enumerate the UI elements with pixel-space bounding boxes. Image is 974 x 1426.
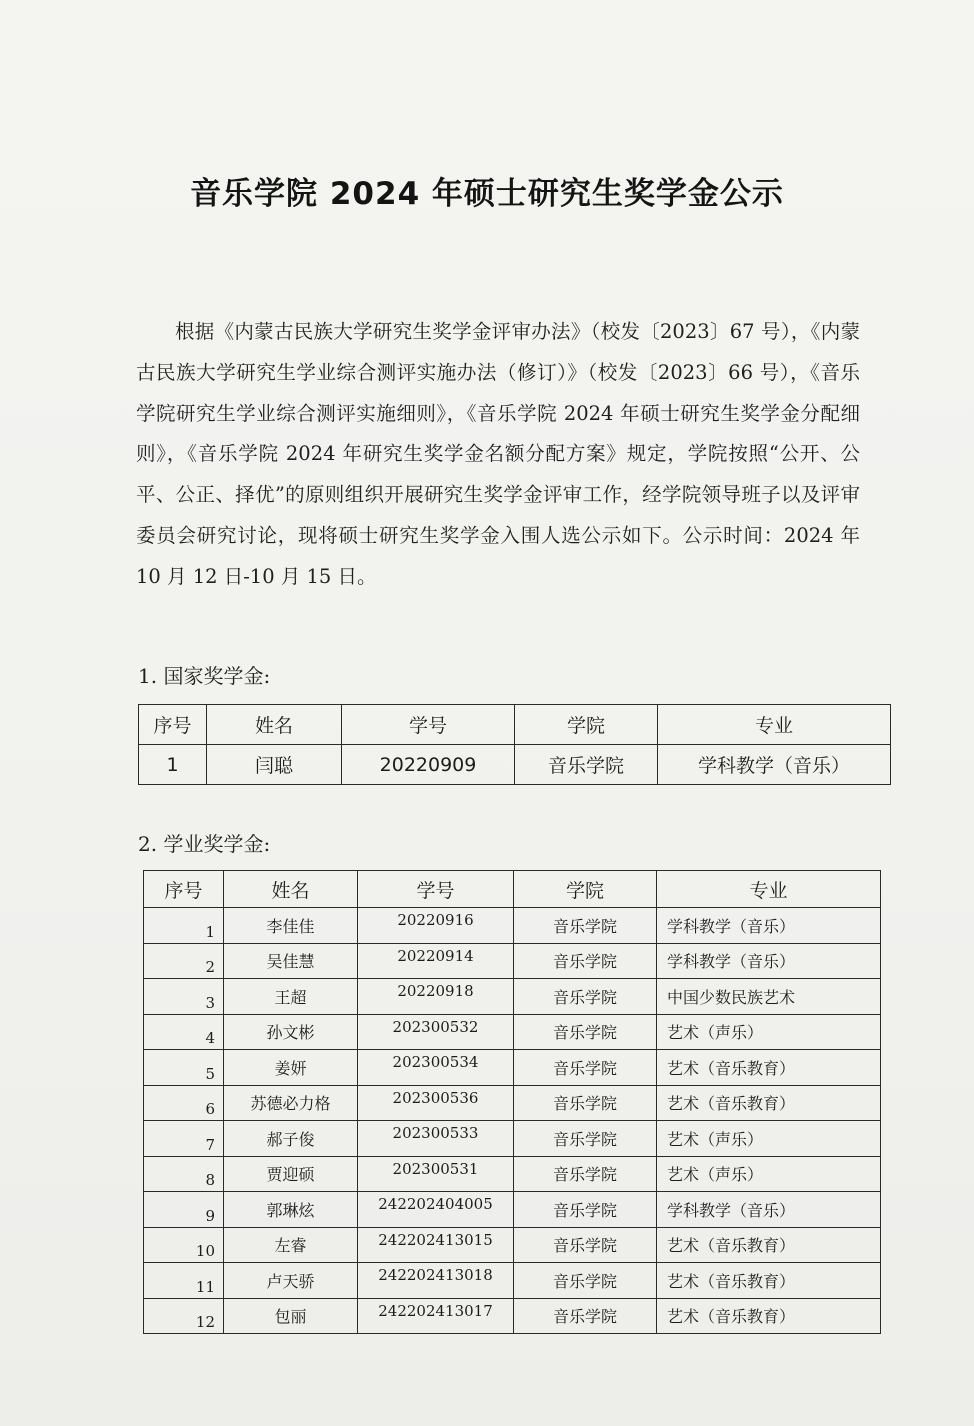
header-name: 姓名 (207, 705, 342, 745)
cell-student-id: 20220918 (358, 979, 514, 1015)
cell-college: 音乐学院 (515, 745, 658, 785)
cell-student-id: 242202413015 (358, 1227, 514, 1263)
cell-index: 11 (144, 1263, 224, 1299)
cell-index: 1 (144, 908, 224, 944)
cell-name: 吴佳慧 (224, 943, 358, 979)
cell-student-id: 242202404005 (358, 1192, 514, 1228)
cell-index: 12 (144, 1298, 224, 1334)
cell-college: 音乐学院 (514, 943, 657, 979)
cell-name: 包丽 (224, 1298, 358, 1334)
cell-major: 学科教学（音乐） (657, 908, 881, 944)
header-student-id: 学号 (342, 705, 515, 745)
cell-name: 贾迎硕 (224, 1156, 358, 1192)
cell-index: 6 (144, 1085, 224, 1121)
cell-major: 艺术（声乐） (657, 1121, 881, 1157)
cell-major: 艺术（音乐教育） (657, 1298, 881, 1334)
cell-index: 10 (144, 1227, 224, 1263)
cell-major: 艺术（声乐） (657, 1014, 881, 1050)
table-row (144, 1085, 881, 1121)
cell-index: 3 (144, 979, 224, 1015)
cell-name: 苏德必力格 (224, 1085, 358, 1121)
cell-college: 音乐学院 (514, 908, 657, 944)
cell-major: 艺术（音乐教育） (657, 1085, 881, 1121)
table-row (144, 1298, 881, 1334)
cell-major: 中国少数民族艺术 (657, 979, 881, 1015)
header-index: 序号 (139, 705, 207, 745)
cell-college: 音乐学院 (514, 1121, 657, 1157)
cell-name: 卢天骄 (224, 1263, 358, 1299)
cell-name: 孙文彬 (224, 1014, 358, 1050)
cell-index: 8 (144, 1156, 224, 1192)
cell-major: 艺术（音乐教育） (657, 1263, 881, 1299)
cell-college: 音乐学院 (514, 1192, 657, 1228)
cell-major: 学科教学（音乐） (657, 943, 881, 979)
table-row (144, 1014, 881, 1050)
cell-college: 音乐学院 (514, 1085, 657, 1121)
academic-scholarship-table (143, 870, 881, 1334)
cell-index: 4 (144, 1014, 224, 1050)
cell-major: 艺术（声乐） (657, 1156, 881, 1192)
cell-college: 音乐学院 (514, 1014, 657, 1050)
cell-name: 郭琳炫 (224, 1192, 358, 1228)
intro-paragraph: 根据《内蒙古民族大学研究生奖学金评审办法》（校发〔2023〕67 号），《内蒙古民族大学研究生学业综合测评实施办法（修订）》（校发〔2023〕66 号），《音乐学院研究生学业综合测评实施细则》，《音乐学院 2024 年硕士研究生奖学金分配细则》，《音乐学院 2024 年研究生奖学金名额分配方案》规定，学院按照“公开、公平、公正、择优”的原则组织开展研究生奖学金评审工作，经学院领导班子以及评审委员会研究讨论，现将硕士研究生奖学金入围人选公示如下。公示时间：2024 年 10 月 12 日-10 月 15 日。 (136, 320, 860, 588)
section-heading-academic-scholarship: 2. 学业奖学金: (138, 832, 271, 856)
cell-index: 9 (144, 1192, 224, 1228)
cell-college: 音乐学院 (514, 1050, 657, 1086)
cell-college: 音乐学院 (514, 1156, 657, 1192)
cell-index: 2 (144, 943, 224, 979)
table-row (144, 1121, 881, 1157)
cell-student-id: 202300534 (358, 1050, 514, 1086)
table-row (144, 1050, 881, 1086)
table-header-row (139, 705, 891, 745)
section-heading-national-scholarship: 1. 国家奖学金: (138, 664, 271, 688)
table-header-row (144, 871, 881, 908)
table-row (144, 1263, 881, 1299)
cell-major: 艺术（音乐教育） (657, 1050, 881, 1086)
cell-college: 音乐学院 (514, 1227, 657, 1263)
table-row (144, 908, 881, 944)
cell-college: 音乐学院 (514, 1263, 657, 1299)
cell-index: 7 (144, 1121, 224, 1157)
header-major: 专业 (658, 705, 891, 745)
cell-index: 1 (139, 745, 207, 785)
cell-index: 5 (144, 1050, 224, 1086)
header-index: 序号 (144, 871, 224, 908)
cell-student-id: 20220916 (358, 908, 514, 944)
table-row (144, 979, 881, 1015)
cell-student-id: 202300536 (358, 1085, 514, 1121)
national-scholarship-table (138, 704, 891, 785)
cell-name: 闫聪 (207, 745, 342, 785)
cell-student-id: 202300533 (358, 1121, 514, 1157)
header-major: 专业 (657, 871, 881, 908)
cell-name: 李佳佳 (224, 908, 358, 944)
table-row (144, 1156, 881, 1192)
cell-student-id: 20220914 (358, 943, 514, 979)
cell-student-id: 202300531 (358, 1156, 514, 1192)
cell-college: 音乐学院 (514, 979, 657, 1015)
header-college: 学院 (514, 871, 657, 908)
table-row (144, 1227, 881, 1263)
cell-student-id: 202300532 (358, 1014, 514, 1050)
header-college: 学院 (515, 705, 658, 745)
cell-student-id: 242202413017 (358, 1298, 514, 1334)
cell-major: 学科教学（音乐） (658, 745, 891, 785)
cell-name: 郝子俊 (224, 1121, 358, 1157)
cell-student-id: 20220909 (342, 745, 515, 785)
table-row (144, 943, 881, 979)
document-title: 音乐学院 2024 年硕士研究生奖学金公示 (190, 176, 784, 212)
cell-name: 姜妍 (224, 1050, 358, 1086)
cell-name: 左睿 (224, 1227, 358, 1263)
header-name: 姓名 (224, 871, 358, 908)
table-row (144, 1192, 881, 1228)
cell-name: 王超 (224, 979, 358, 1015)
cell-college: 音乐学院 (514, 1298, 657, 1334)
cell-student-id: 242202413018 (358, 1263, 514, 1299)
header-student-id: 学号 (358, 871, 514, 908)
cell-major: 艺术（音乐教育） (657, 1227, 881, 1263)
cell-major: 学科教学（音乐） (657, 1192, 881, 1228)
table-row (139, 745, 891, 785)
